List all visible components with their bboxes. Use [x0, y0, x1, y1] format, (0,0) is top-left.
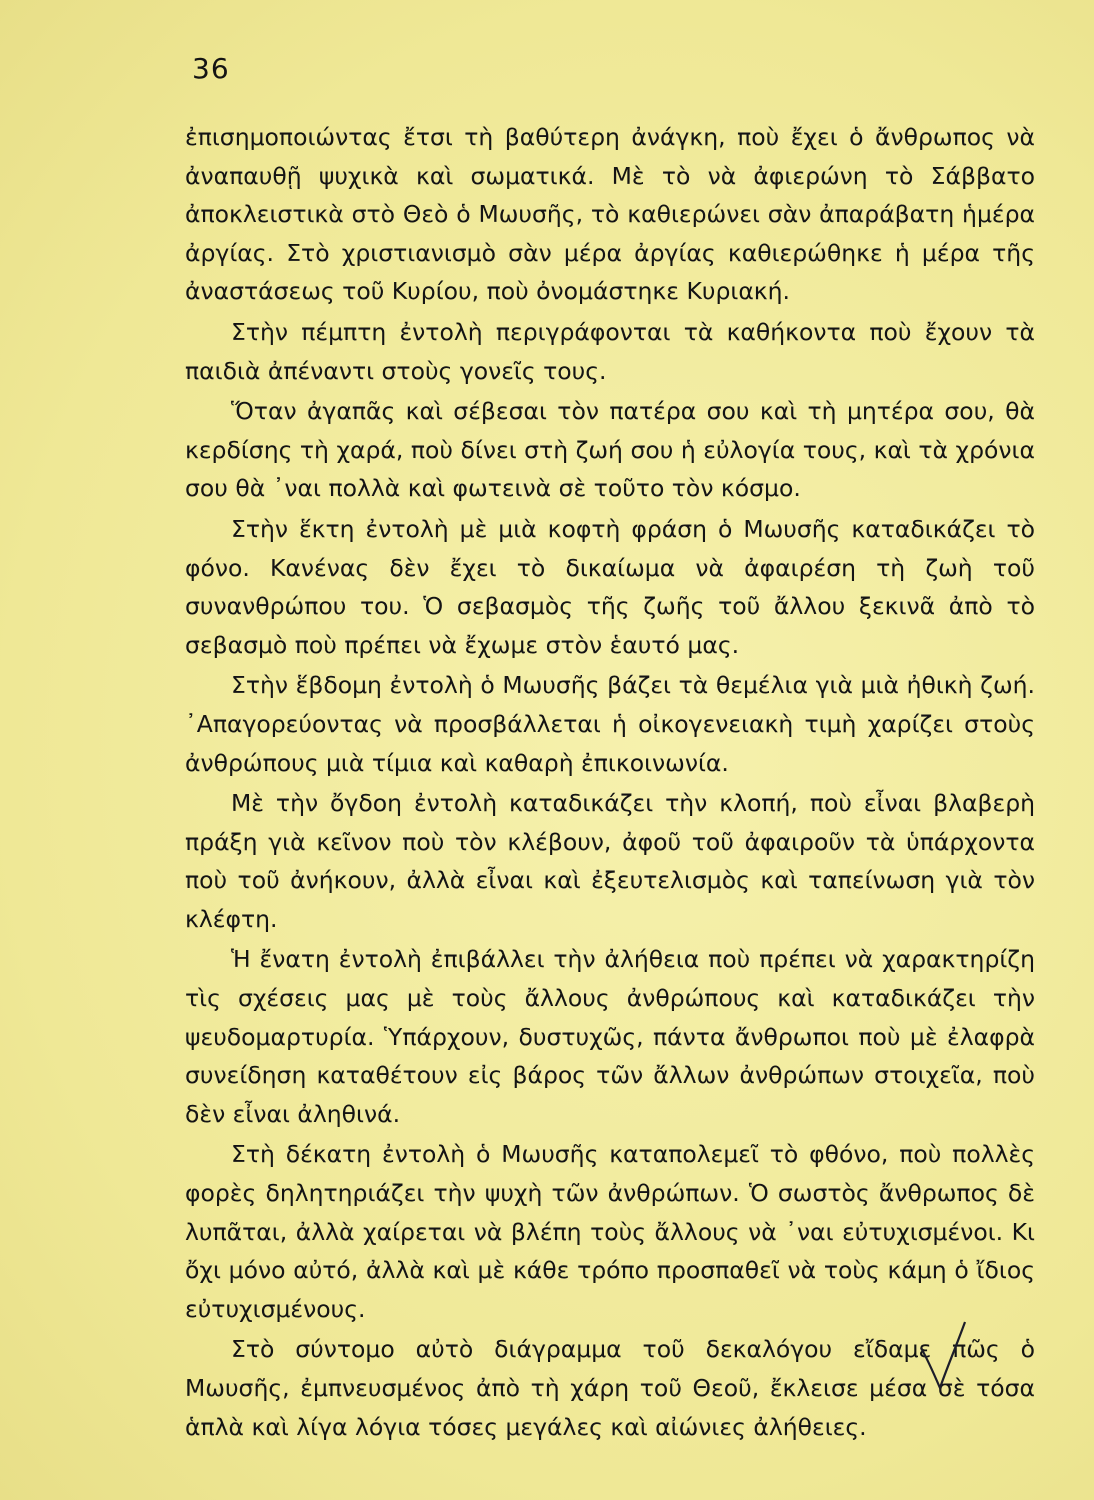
paragraph-2: Στὴν πέμπτη ἐντολὴ περιγράφονται τὰ καθήκοντα ποὺ ἔχουν τὰ παιδιὰ ἀπέναντι στοὺς γονεῖς τους.: [185, 317, 1035, 385]
page-number: 36: [192, 52, 230, 85]
paragraph-9: Στὸ σύντομο αὐτὸ διάγραμμα τοῦ δεκαλόγου εἴδαμε πῶς ὁ Μωυσῆς, ἐμπνευσμένος ἀπὸ τὴ χάρη τοῦ Θεοῦ, ἔκλεισε μέσα σὲ τόσα ἁπλὰ καὶ λίγα λόγια τόσες μεγάλες καὶ αἰώνιες ἀλήθειες.: [185, 1335, 1035, 1441]
paragraph-1: ἐπισημοποιώντας ἔτσι τὴ βαθύτερη ἀνάγκη, ποὺ ἔχει ὁ ἄνθρωπος νὰ ἀναπαυθῇ ψυχικὰ καὶ σωματικά. Μὲ τὸ νὰ ἀφιερώνη τὸ Σάββατο ἀποκλειστικὰ στὸ Θεὸ ὁ Μωυσῆς, τὸ καθιερώνει σὰν ἀπαράβατη ἡμέρα ἀργίας. Στὸ χριστιανισμὸ σὰν μέρα ἀργίας καθιερώθηκε ἡ μέρα τῆς ἀναστάσεως τοῦ Κυρίου, ποὺ ὀνομάστηκε Κυριακή.: [185, 123, 1035, 306]
paragraph-4: Στὴν ἕκτη ἐντολὴ μὲ μιὰ κοφτὴ φράση ὁ Μωυσῆς καταδικάζει τὸ φόνο. Κανένας δὲν ἔχει τὸ δικαίωμα νὰ ἀφαιρέση τὴ ζωὴ τοῦ συνανθρώπου του. Ὁ σεβασμὸς τῆς ζωῆς τοῦ ἄλλου ξεκινᾶ ἀπὸ τὸ σεβασμὸ ποὺ πρέπει νὰ ἔχωμε στὸν ἑαυτό μας.: [185, 514, 1035, 659]
handwritten-check-mark: [918, 1318, 968, 1392]
paragraph-5: Στὴν ἕβδομη ἐντολὴ ὁ Μωυσῆς βάζει τὰ θεμέλια γιὰ μιὰ ἠθικὴ ζωή. ᾿Απαγορεύοντας νὰ προσβάλλεται ἡ οἰκογενειακὴ τιμὴ χαρίζει στοὺς ἀνθρώπους μιὰ τίμια καὶ καθαρὴ ἐπικοινωνία.: [185, 671, 1035, 777]
paragraph-6: Μὲ τὴν ὄγδοη ἐντολὴ καταδικάζει τὴν κλοπή, ποὺ εἶναι βλαβερὴ πράξη γιὰ κεῖνον ποὺ τὸν κλέβουν, ἀφοῦ τοῦ ἀφαιροῦν τὰ ὑπάρχοντα ποὺ τοῦ ἀνήκουν, ἀλλὰ εἶναι καὶ ἐξευτελισμὸς καὶ ταπείνωση γιὰ τὸν κλέφτη.: [185, 789, 1035, 933]
paragraph-3: Ὅταν ἀγαπᾶς καὶ σέβεσαι τὸν πατέρα σου καὶ τὴ μητέρα σου, θὰ κερδίσης τὴ χαρά, ποὺ δίνει στὴ ζωή σου ἡ εὐλογία τους, καὶ τὰ χρόνια σου θὰ ᾿ναι πολλὰ καὶ φωτεινὰ σὲ τοῦτο τὸν κόσμο.: [185, 397, 1035, 503]
body-text: [185, 118, 1035, 1448]
paragraph-8: Στὴ δέκατη ἐντολὴ ὁ Μωυσῆς καταπολεμεῖ τὸ φθόνο, ποὺ πολλὲς φορὲς δηλητηριάζει τὴν ψυχὴ τῶν ἀνθρώπων. Ὁ σωστὸς ἄνθρωπος δὲ λυπᾶται, ἀλλὰ χαίρεται νὰ βλέπη τοὺς ἄλλους νὰ ᾿ναι εὐτυχισμένοι. Κι ὄχι μόνο αὐτό, ἀλλὰ καὶ μὲ κάθε τρόπο προσπαθεῖ νὰ τοὺς κάμη ὁ ἴδιος εὐτυχισμένους.: [185, 1140, 1035, 1323]
paragraph-7: Ἡ ἔνατη ἐντολὴ ἐπιβάλλει τὴν ἀλήθεια ποὺ πρέπει νὰ χαρακτηρίζη τὶς σχέσεις μας μὲ τοὺς ἄλλους ἀνθρώπους καὶ καταδικάζει τὴν ψευδομαρτυρία. Ὑπάρχουν, δυστυχῶς, πάντα ἄνθρωποι ποὺ μὲ ἐλαφρὰ συνείδηση καταθέτουν εἰς βάρος τῶν ἄλλων ἀνθρώπων στοιχεῖα, ποὺ δὲν εἶναι ἀληθινά.: [185, 945, 1035, 1128]
